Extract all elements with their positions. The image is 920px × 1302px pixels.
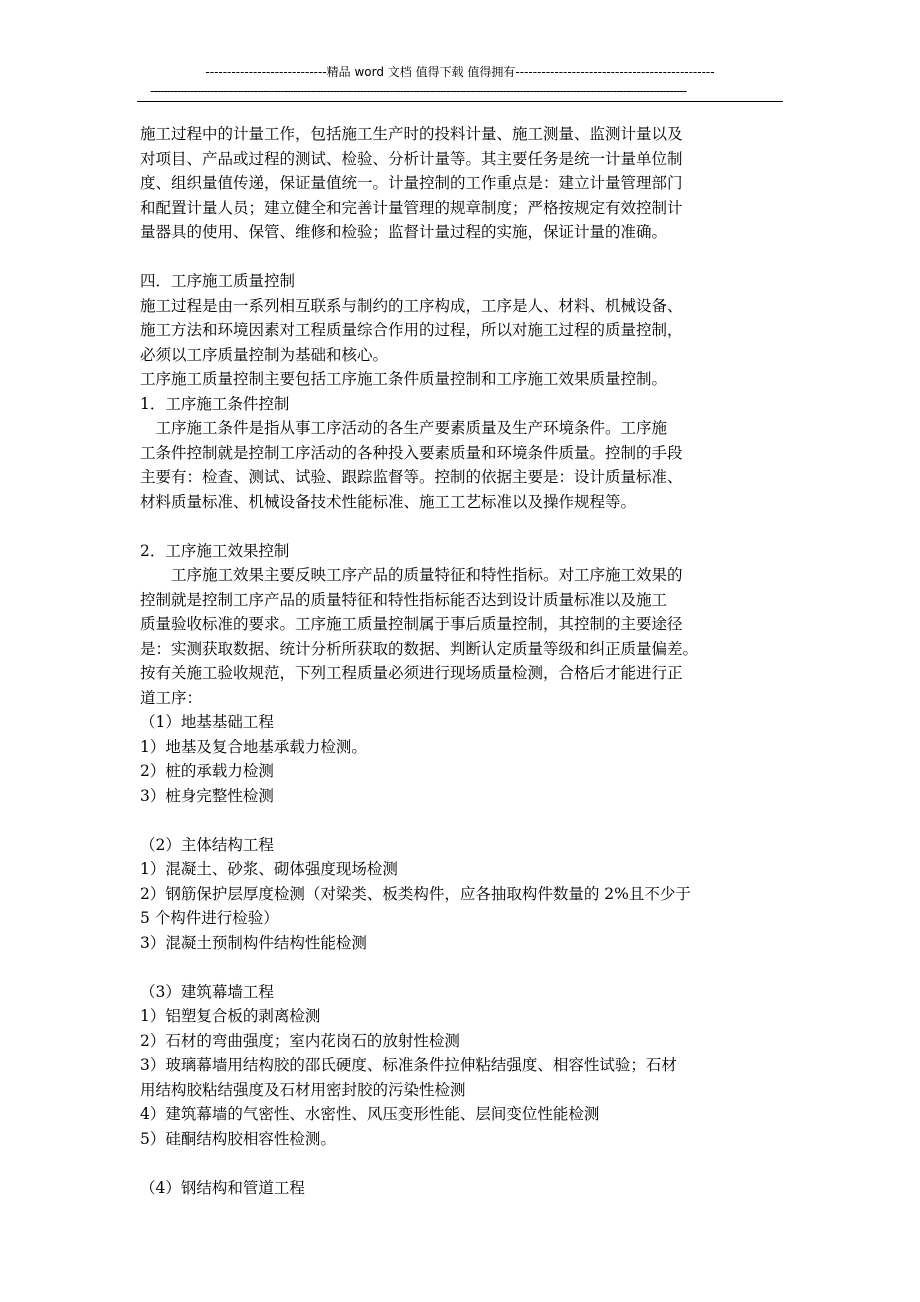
text-line: 按有关施工验收规范，下列工程质量必须进行现场质量检测，合格后才能进行正	[140, 664, 683, 682]
text-line: 施工过程是由一系列相互联系与制约的工序构成，工序是人、材料、机械设备、	[140, 296, 683, 315]
text-line: 4）建筑幕墙的气密性、水密性、风压变形性能、层间变位性能检测	[140, 1105, 600, 1123]
blank-line	[140, 1151, 786, 1176]
text-line: 四．工序施工质量控制	[140, 272, 296, 290]
text-line: 工序施工质量控制主要包括工序施工条件质量控制和工序施工效果质量控制。	[140, 370, 668, 388]
text-line: 必须以工序质量控制为基础和核心。	[140, 345, 389, 364]
text-line: 3）桩身完整性检测	[140, 786, 274, 805]
text-line: 2）石材的弯曲强度；室内花岗石的放射性检测	[140, 1031, 460, 1050]
header-title-line: ----------------------------精品 word 文档 值得下载 值得拥有----------------------------------------------	[205, 65, 715, 79]
text-line: 度、组织量值传递，保证量值统一。计量控制的工作重点是：建立计量管理部门	[140, 174, 683, 192]
document-body	[140, 122, 786, 1200]
text-line: 工序施工条件是指从事工序活动的各生产要素质量及生产环境条件。工序施	[140, 419, 668, 437]
blank-line	[140, 514, 786, 539]
text-line: 2）桩的承载力检测	[140, 762, 274, 780]
text-line: 工序施工效果主要反映工序产品的质量特征和特性指标。对工序施工效果的	[140, 566, 683, 584]
text-line: 和配置计量人员；建立健全和完善计量管理的规章制度；严格按规定有效控制计	[140, 198, 683, 217]
blank-line	[140, 245, 786, 270]
text-line: 1．工序施工条件控制	[140, 394, 290, 413]
text-line: 量器具的使用、保管、维修和检验；监督计量过程的实施，保证计量的准确。	[140, 223, 668, 241]
blank-line	[140, 808, 786, 833]
text-line: 5 个构件进行检验）	[140, 909, 279, 927]
text-line: 主要有：检查、测试、试验、跟踪监督等。控制的依据主要是：设计质量标准、	[140, 468, 683, 486]
blank-line	[140, 955, 786, 980]
text-line: 2．工序施工效果控制	[140, 541, 290, 560]
text-line: 是：实测获取数据、统计分析所获取的数据、判断认定质量等级和纠正质量偏差。	[140, 639, 699, 658]
text-line: 3）混凝土预制构件结构性能检测	[140, 933, 367, 952]
text-line: 控制就是控制工序产品的质量特征和特性指标能否达到设计质量标准以及施工	[140, 590, 668, 609]
text-line: 1）铝塑复合板的剥离检测	[140, 1007, 321, 1025]
text-line: 施工过程中的计量工作，包括施工生产时的投料计量、施工测量、监测计量以及	[140, 125, 683, 143]
text-line: （1）地基基础工程	[140, 713, 274, 731]
text-line: 道工序：	[140, 688, 203, 707]
text-line: 3）玻璃幕墙用结构胶的邵氏硬度、标准条件拉伸粘结强度、相容性试验；石材	[140, 1056, 677, 1074]
text-line: （3）建筑幕墙工程	[140, 982, 274, 1001]
text-line: 1）地基及复合地基承载力检测。	[140, 737, 367, 756]
text-line: （2）主体结构工程	[140, 835, 274, 854]
text-line: 工条件控制就是控制工序活动的各种投入要素质量和环境条件质量。控制的手段	[140, 443, 683, 462]
text-line: 用结构胶粘结强度及石材用密封胶的污染性检测	[140, 1080, 466, 1099]
text-line: 对项目、产品或过程的测试、检验、分析计量等。其主要任务是统一计量单位制	[140, 149, 683, 168]
text-line: 材料质量标准、机械设备技术性能标准、施工工艺标准以及操作规程等。	[140, 492, 637, 511]
header-dash-line: -----------------------------------------------------------------------------------------------------------------------------------------------------------------	[150, 84, 687, 98]
header-rule	[137, 101, 783, 102]
text-line: 施工方法和环境因素对工程质量综合作用的过程，所以对施工过程的质量控制，	[140, 321, 683, 339]
text-line: 5）硅酮结构胶相容性检测。	[140, 1129, 336, 1148]
text-line: 1）混凝土、砂浆、砌体强度现场检测	[140, 860, 398, 878]
text-line: 2）钢筋保护层厚度检测（对梁类、板类构件，应各抽取构件数量的 2%且不少于	[140, 884, 691, 903]
text-line: 质量验收标准的要求。工序施工质量控制属于事后质量控制，其控制的主要途径	[140, 615, 683, 633]
text-line: （4）钢结构和管道工程	[140, 1178, 305, 1197]
